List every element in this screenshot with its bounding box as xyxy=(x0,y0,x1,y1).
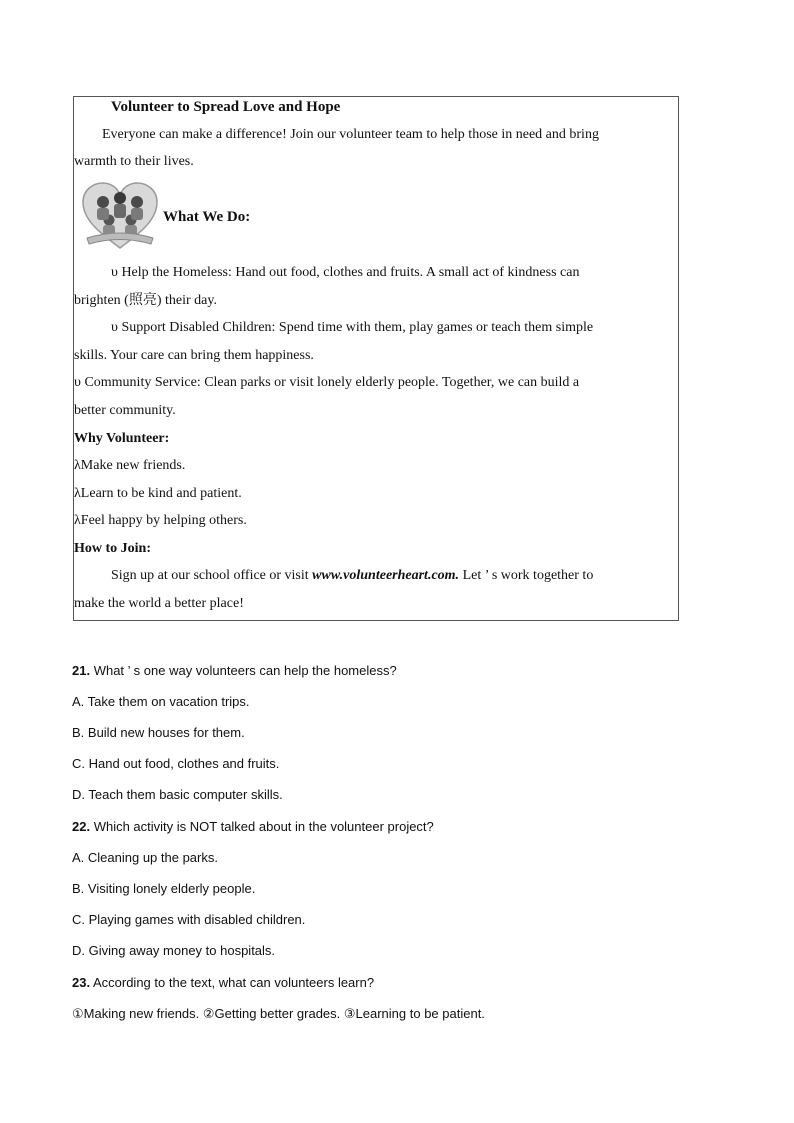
volunteer-website-link[interactable]: www.volunteerheart.com. xyxy=(312,568,460,583)
option-23-statements: ①Making new friends. ②Getting better grades. ③Learning to be patient. xyxy=(72,1006,485,1021)
list-item-homeless xyxy=(111,264,579,282)
list-item-community-cont: better community. xyxy=(74,403,176,418)
option-22-c: C. Playing games with disabled children. xyxy=(72,912,306,927)
lambda-bullet-icon: λ xyxy=(74,486,81,501)
option-22-d: D. Giving away money to hospitals. xyxy=(72,943,276,958)
item-text: Community Service: Clean parks or visit lonely elderly people. Together, we can build a xyxy=(84,375,580,390)
lambda-bullet-icon: λ xyxy=(74,513,81,528)
question-number: 23. xyxy=(72,975,91,990)
list-item-community xyxy=(74,374,579,392)
option-21-d: D. Teach them basic computer skills. xyxy=(72,787,283,802)
item-text: Help the Homeless: Hand out food, clothes and fruits. A small act of kindness can xyxy=(121,265,580,280)
item-text: Support Disabled Children: Spend time with them, play games or teach them simple xyxy=(121,320,594,335)
question-number: 21. xyxy=(72,663,91,678)
list-item-homeless-cont: brighten (照亮) their day. xyxy=(74,293,217,308)
option-21-a: A. Take them on vacation trips. xyxy=(72,694,250,709)
question-22 xyxy=(72,818,434,835)
why-text: Learn to be kind and patient. xyxy=(80,486,242,501)
option-21-b: B. Build new houses for them. xyxy=(72,725,245,740)
option-22-b: B. Visiting lonely elderly people. xyxy=(72,881,256,896)
join-text: Let ’ s work together to xyxy=(462,568,594,583)
volunteers-heart-illustration xyxy=(79,180,161,252)
question-text: What ’ s one way volunteers can help the homeless? xyxy=(90,663,397,678)
bullet-icon: υ xyxy=(74,375,81,390)
why-text: Make new friends. xyxy=(80,458,186,473)
question-number: 22. xyxy=(72,819,91,834)
why-item-friends xyxy=(74,457,185,475)
passage-title: Volunteer to Spread Love and Hope xyxy=(111,99,341,115)
what-we-do-heading: What We Do: xyxy=(163,209,251,225)
option-21-c: C. Hand out food, clothes and fruits. xyxy=(72,756,280,771)
question-text: Which activity is NOT talked about in the volunteer project? xyxy=(90,819,434,834)
join-line-1 xyxy=(111,567,593,585)
intro-line-1: Everyone can make a difference! Join our volunteer team to help those in need and bring xyxy=(102,127,599,142)
how-to-join-heading: How to Join: xyxy=(74,541,151,556)
intro-line-2: warmth to their lives. xyxy=(74,154,194,169)
question-text: According to the text, what can volunteers learn? xyxy=(90,975,375,990)
question-21 xyxy=(72,662,397,679)
question-23 xyxy=(72,974,374,991)
join-line-2: make the world a better place! xyxy=(74,596,244,611)
join-text: Sign up at our school office or visit xyxy=(111,568,309,583)
lambda-bullet-icon: λ xyxy=(74,458,81,473)
option-22-a: A. Cleaning up the parks. xyxy=(72,850,218,865)
list-item-disabled xyxy=(111,319,593,337)
why-volunteer-heading: Why Volunteer: xyxy=(74,431,170,446)
bullet-icon: υ xyxy=(111,320,118,335)
list-item-disabled-cont: skills. Your care can bring them happiness. xyxy=(74,348,314,363)
why-item-happy xyxy=(74,512,247,530)
why-item-kind xyxy=(74,485,242,503)
bullet-icon: υ xyxy=(111,265,118,280)
why-text: Feel happy by helping others. xyxy=(80,513,247,528)
